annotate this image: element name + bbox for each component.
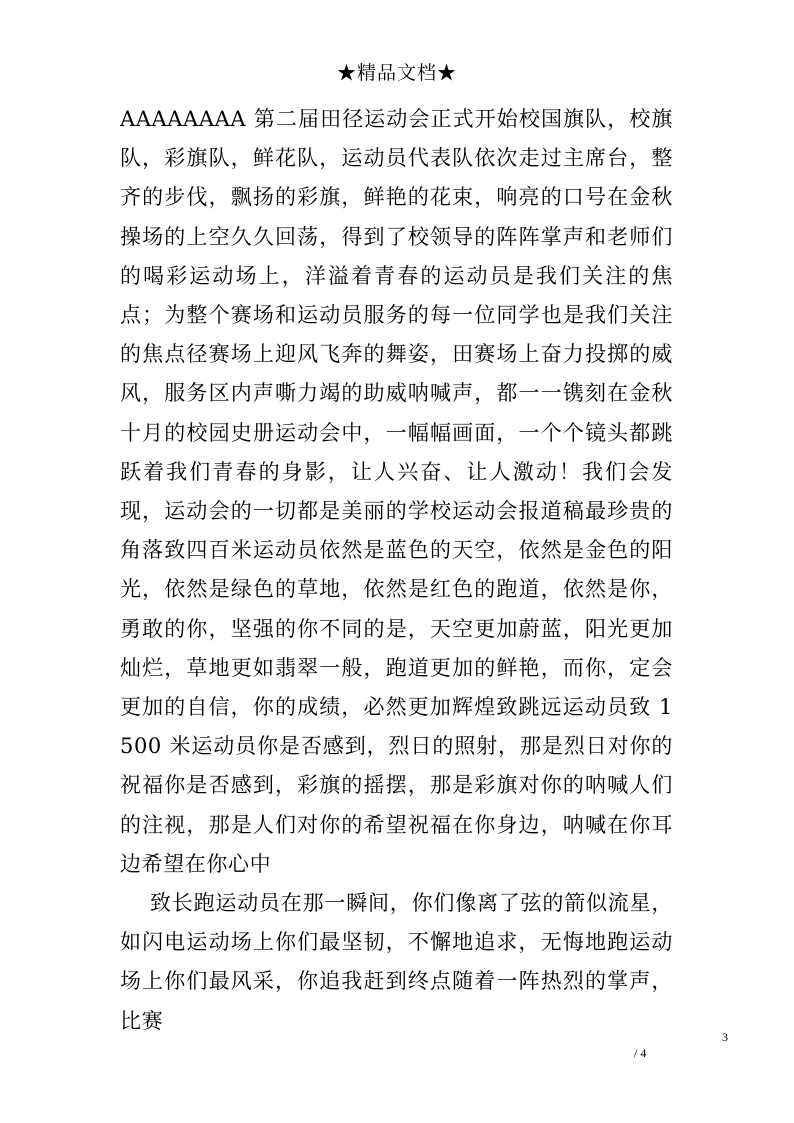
- page-total: / 4: [634, 1046, 647, 1060]
- document-body: [120, 100, 673, 1041]
- document-header-title: ★精品文档★: [336, 62, 457, 84]
- body-paragraph: AAAAAAAA 第二届田径运动会正式开始校国旗队，校旗队，彩旗队，鲜花队，运动员代表队依次走过主席台，整齐的步伐，飘扬的彩旗，鲜艳的花束，响亮的口号在金秋操场的上空久久回荡，得到了校领导的阵阵掌声和老师们的喝彩运动场上，洋溢着青春的运动员是我们关注的焦点；为整个赛场和运动员服务的每一位同学也是我们关注的焦点径赛场上迎风飞奔的舞姿，田赛场上奋力投掷的威风，服务区内声嘶力竭的助威呐喊声，都一一镌刻在金秋十月的校园史册运动会中，一幅幅画面，一个个镜头都跳跃着我们青春的身影，让人兴奋、让人激动！我们会发现，运动会的一切都是美丽的学校运动会报道稿最珍贵的角落致四百米运动员依然是蓝色的天空，依然是金色的阳光，依然是绿色的草地，依然是红色的跑道，依然是你，勇敢的你，坚强的你不同的是，天空更加蔚蓝，阳光更加灿烂，草地更如翡翠一般，跑道更加的鲜艳，而你，定会更加的自信，你的成绩，必然更加辉煌致跳远运动员致 1500 米运动员你是否感到，烈日的照射，那是烈日对你的祝福你是否感到，彩旗的摇摆，那是彩旗对你的呐喊人们的注视，那是人们对你的希望祝福在你身边，呐喊在你耳边希望在你心中: [120, 107, 673, 876]
- body-paragraph: 致长跑运动员在那一瞬间，你们像离了弦的箭似流星，如闪电运动场上你们最坚韧，不懈地追求，无悔地跑运动场上你们最风采，你追我赶到终点随着一阵热烈的掌声，比赛: [120, 891, 673, 1033]
- page-number: 3: [722, 1030, 728, 1044]
